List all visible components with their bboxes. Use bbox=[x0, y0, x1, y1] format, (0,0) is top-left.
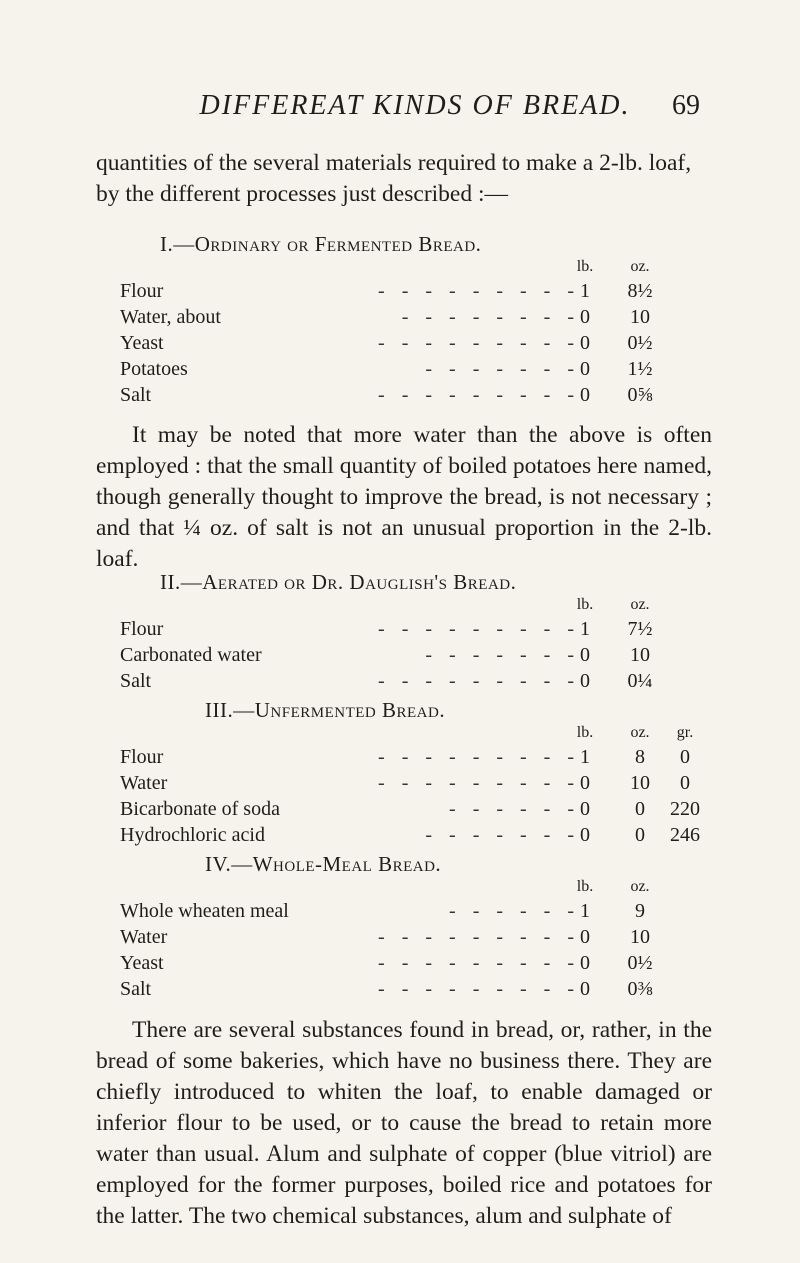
row-lb: 1 bbox=[580, 746, 590, 768]
row-lb: 0 bbox=[580, 952, 590, 974]
table-whole-meal-bread bbox=[120, 852, 680, 1002]
table-row bbox=[120, 770, 690, 796]
row-gr: 0 bbox=[680, 772, 690, 794]
row-item: Flour bbox=[120, 618, 164, 640]
row-oz: 9 bbox=[635, 900, 645, 922]
leader-dots: - - - - - - - - - bbox=[378, 978, 580, 1000]
row-item: Water, about bbox=[120, 306, 221, 328]
unit-lb: lb. bbox=[576, 724, 594, 741]
row-lb: 0 bbox=[580, 306, 590, 328]
leader-dots: - - - - - - - - - bbox=[378, 746, 580, 768]
note-text: It may be noted that more water than the above is often employed : that the small quantity of boiled potatoes here named, though generally thought to improve the bread, is not necessary ; and that ¼ oz. of salt is not an unusual proportion in the 2-lb. loaf. bbox=[96, 422, 712, 572]
row-oz: 0⅜ bbox=[627, 978, 653, 1000]
unit-oz: oz. bbox=[630, 724, 650, 741]
row-lb: 0 bbox=[580, 824, 590, 846]
row-lb: 0 bbox=[580, 384, 590, 406]
row-oz: 1½ bbox=[627, 358, 653, 380]
row-lb: 0 bbox=[580, 644, 590, 666]
table-units bbox=[120, 594, 680, 616]
unit-oz: oz. bbox=[630, 258, 650, 275]
row-lb: 0 bbox=[580, 926, 590, 948]
unit-oz: oz. bbox=[630, 878, 650, 895]
table-title: III.—Unfermented Bread. bbox=[205, 698, 446, 722]
row-oz: 10 bbox=[630, 644, 650, 666]
table-aerated-bread bbox=[120, 570, 680, 694]
table-row bbox=[120, 616, 680, 642]
table-row bbox=[120, 668, 680, 694]
table-row bbox=[120, 744, 690, 770]
row-lb: 1 bbox=[580, 618, 590, 640]
leader-dots: - - - - - - - - - bbox=[378, 926, 580, 948]
table-ordinary-bread bbox=[120, 232, 680, 408]
leader-dots: - - - - - - - - - bbox=[378, 332, 580, 354]
row-lb: 0 bbox=[580, 772, 590, 794]
closing-paragraph bbox=[96, 1015, 712, 1232]
row-lb: 0 bbox=[580, 358, 590, 380]
table-row bbox=[120, 278, 680, 304]
row-oz: 0⅝ bbox=[627, 384, 653, 406]
page-number: 69 bbox=[672, 90, 700, 121]
table-row bbox=[120, 642, 680, 668]
row-item: Salt bbox=[120, 384, 152, 406]
table-row bbox=[120, 796, 700, 822]
table-row bbox=[120, 330, 680, 356]
row-oz: 0¼ bbox=[627, 670, 653, 692]
note-paragraph bbox=[96, 420, 712, 575]
leader-dots: - - - - - - - - - bbox=[378, 618, 580, 640]
closing-text: There are several substances found in bread, or, rather, in the bread of some bakeries, which have no business there. They are chiefly introduced to whiten the loaf, to enable damaged or inferior flour to be used, or to cause the bread to retain more water than usual. Alum and sulphate of copper (blue vitriol) are employed for the former purposes, boiled rice and potatoes for the latter. The two chemical substances, alum and sulphate of bbox=[96, 1017, 712, 1229]
row-item: Yeast bbox=[120, 952, 164, 974]
row-item: Flour bbox=[120, 746, 164, 768]
page-header bbox=[120, 90, 710, 130]
table-row bbox=[120, 304, 680, 330]
row-item: Whole wheaten meal bbox=[120, 900, 289, 922]
leader-dots: - - - - - - - - - bbox=[378, 280, 580, 302]
row-oz: 0½ bbox=[627, 332, 653, 354]
row-lb: 1 bbox=[580, 280, 590, 302]
row-oz: 10 bbox=[630, 306, 650, 328]
leader-dots: - - - - - - bbox=[449, 900, 580, 922]
row-lb: 0 bbox=[580, 798, 590, 820]
leader-dots: - - - - - - - - bbox=[401, 306, 580, 328]
row-item: Potatoes bbox=[120, 358, 188, 380]
unit-lb: lb. bbox=[576, 878, 594, 895]
unit-lb: lb. bbox=[576, 258, 594, 275]
row-item: Carbonated water bbox=[120, 644, 262, 666]
table-units bbox=[120, 722, 694, 744]
row-oz: 0 bbox=[635, 824, 645, 846]
row-item: Flour bbox=[120, 280, 164, 302]
table-title: IV.—Whole-Meal Bread. bbox=[205, 852, 442, 876]
leader-dots: - - - - - - - - - bbox=[378, 670, 580, 692]
row-oz: 0½ bbox=[627, 952, 653, 974]
table-row bbox=[120, 822, 700, 848]
leader-dots: - - - - - - - - - bbox=[378, 952, 580, 974]
row-oz: 8 bbox=[635, 746, 645, 768]
leader-dots: - - - - - - - bbox=[425, 358, 580, 380]
unit-oz: oz. bbox=[630, 596, 650, 613]
leader-dots: - - - - - - - - - bbox=[378, 384, 580, 406]
table-unfermented-bread bbox=[120, 698, 700, 848]
running-title: DIFFEREAT KINDS OF BREAD. bbox=[199, 90, 631, 121]
row-oz: 10 bbox=[630, 926, 650, 948]
row-item: Water bbox=[120, 772, 168, 794]
table-title: II.—Aerated or Dr. Dauglish's Bread. bbox=[160, 570, 517, 594]
row-item: Bicarbonate of soda bbox=[120, 798, 280, 820]
unit-gr: gr. bbox=[676, 724, 694, 741]
row-gr: 220 bbox=[670, 798, 700, 820]
row-item: Water bbox=[120, 926, 168, 948]
table-row bbox=[120, 356, 680, 382]
row-item: Salt bbox=[120, 670, 152, 692]
table-title: I.—Ordinary or Fermented Bread. bbox=[160, 232, 482, 256]
table-row bbox=[120, 898, 680, 924]
row-item: Hydrochloric acid bbox=[120, 824, 265, 846]
row-item: Yeast bbox=[120, 332, 164, 354]
row-lb: 1 bbox=[580, 900, 590, 922]
table-units bbox=[120, 256, 680, 278]
leader-dots: - - - - - - bbox=[449, 798, 580, 820]
row-lb: 0 bbox=[580, 670, 590, 692]
table-row bbox=[120, 950, 680, 976]
table-row bbox=[120, 382, 680, 408]
table-row bbox=[120, 924, 680, 950]
leader-dots: - - - - - - - bbox=[425, 644, 580, 666]
table-row bbox=[120, 976, 680, 1002]
row-oz: 8½ bbox=[627, 280, 653, 302]
row-gr: 0 bbox=[680, 746, 690, 768]
unit-lb: lb. bbox=[576, 596, 594, 613]
row-oz: 7½ bbox=[627, 618, 653, 640]
row-lb: 0 bbox=[580, 332, 590, 354]
row-item: Salt bbox=[120, 978, 152, 1000]
row-lb: 0 bbox=[580, 978, 590, 1000]
table-units bbox=[120, 876, 680, 898]
intro-text: quantities of the several materials required to make a 2-lb. loaf, by the different processes just described :— bbox=[96, 150, 692, 207]
leader-dots: - - - - - - - bbox=[425, 824, 580, 846]
row-gr: 246 bbox=[670, 824, 700, 846]
row-oz: 10 bbox=[630, 772, 650, 794]
row-oz: 0 bbox=[635, 798, 645, 820]
leader-dots: - - - - - - - - - bbox=[378, 772, 580, 794]
intro-paragraph bbox=[96, 148, 712, 210]
